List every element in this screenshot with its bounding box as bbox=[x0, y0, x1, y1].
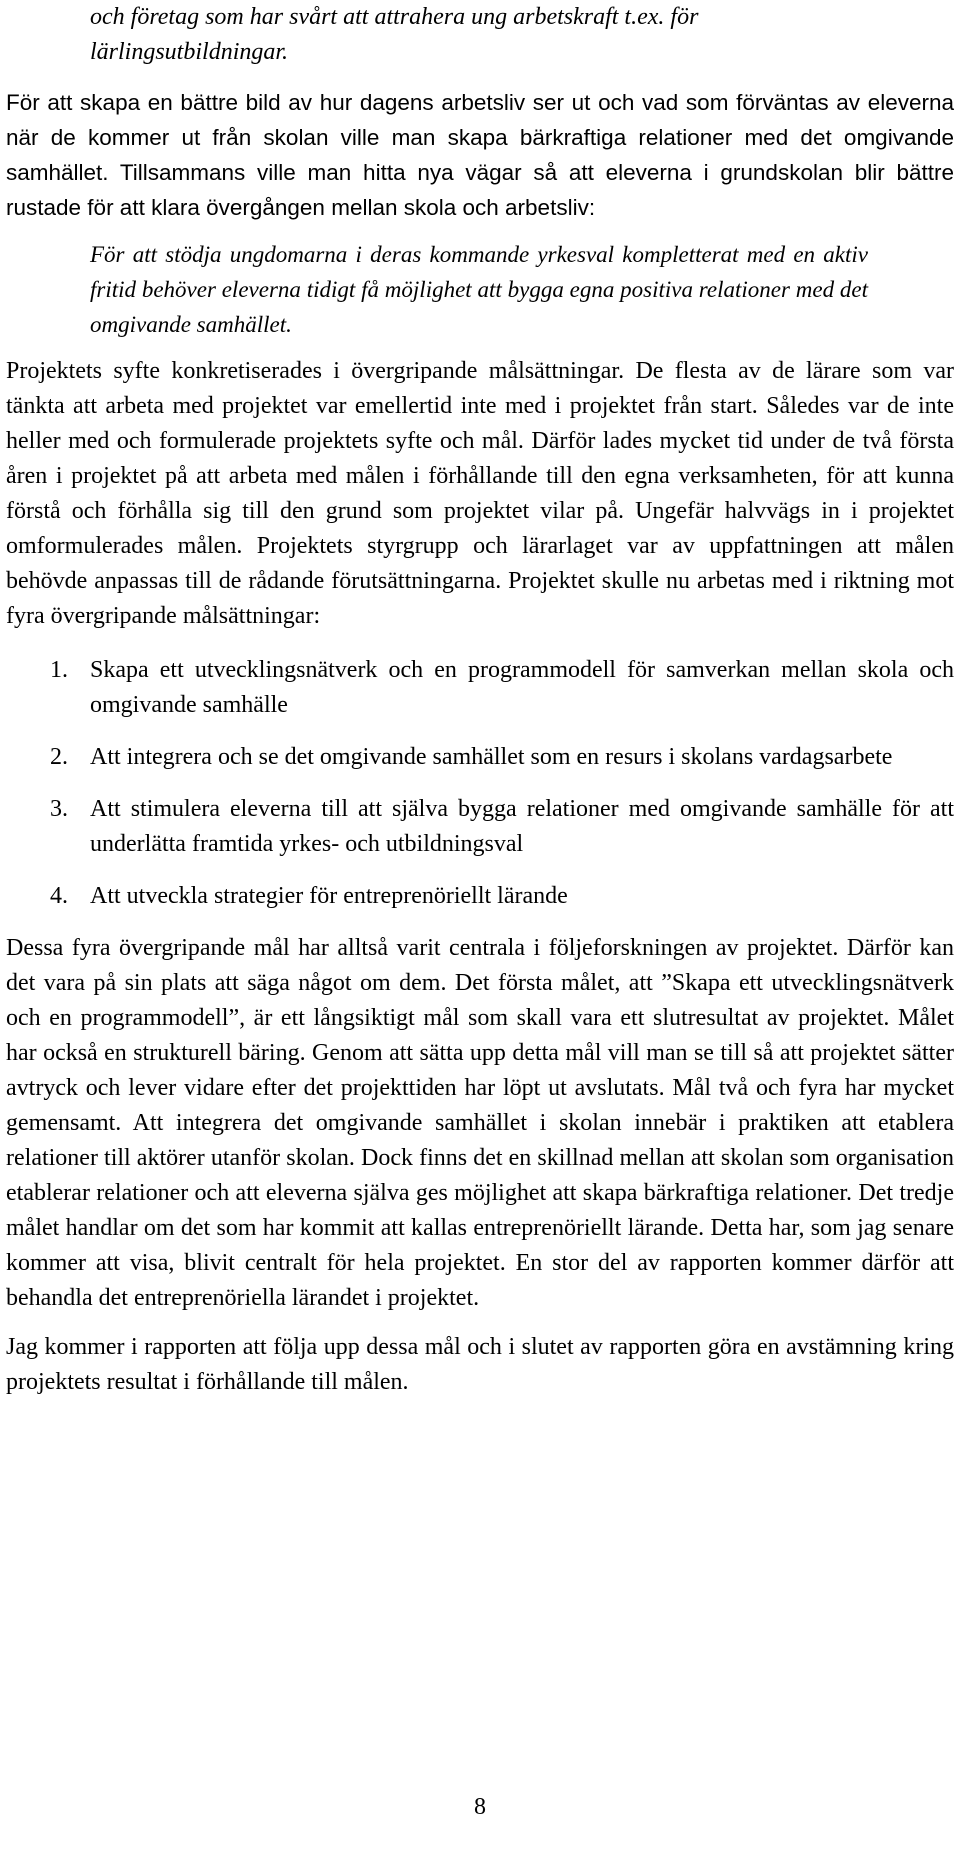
page-number: 8 bbox=[474, 1794, 486, 1820]
list-item-text: Att utveckla strategier för entreprenöriellt lärande bbox=[90, 883, 568, 909]
list-item-text: Skapa ett utvecklingsnätverk och en programmodell för samverkan mellan skola och omgivande samhälle bbox=[90, 657, 954, 718]
list-item-text: Att stimulera eleverna till att själva bygga relationer med omgivande samhälle för att underlätta framtida yrkes- och utbildningsval bbox=[90, 796, 954, 857]
list-item-number: 1. bbox=[50, 657, 68, 683]
list-item-number: 2. bbox=[50, 744, 68, 770]
paragraph-follow-up: Jag kommer i rapporten att följa upp dessa mål och i slutet av rapporten göra en avstämning kring projektets resultat i förhållande till målen. bbox=[6, 1334, 954, 1395]
block-quote: För att stödja ungdomarna i deras kommande yrkesval kompletterat med en aktiv fritid behöver eleverna tidigt få möjlighet att bygga egna positiva relationer med det omgivande samhället. bbox=[90, 242, 868, 337]
list-item bbox=[6, 740, 954, 775]
paragraph-purpose: För att skapa en bättre bild av hur dagens arbetsliv ser ut och vad som förväntas av eleverna när de kommer ut från skolan ville man skapa bärkraftiga relationer med det omgivande samhället. Tillsammans ville man hitta nya vägar så att eleverna i grundskolan blir bättre rustade för att klara övergången mellan skola och arbetsliv: bbox=[6, 90, 954, 220]
document-page bbox=[6, 0, 954, 1400]
paragraph-goals-intro: Projektets syfte konkretiserades i övergripande målsättningar. De flesta av de lärare som var tänkta att arbeta med projektet var emellertid inte med i projektet från start. Således var de inte heller med och formulerade projektets syfte och mål. Därför lades mycket tid under de två första åren i projektet på att arbeta med målen i förhållande till den egna verksamheten, för att kunna förstå och förhålla sig till den grund som projektet vilar på. Ungefär halvvägs in i projektet omformulerades målen. Projektets styrgrupp och lärarlaget var av uppfattningen att målen behövde anpassas till de rådande förutsättningarna. Projektet skulle nu arbetas med i riktning mot fyra övergripande målsättningar: bbox=[6, 358, 954, 629]
top-quote-continuation bbox=[90, 0, 868, 70]
list-item-number: 3. bbox=[50, 796, 68, 822]
paragraph-goals-discussion: Dessa fyra övergripande mål har alltså varit centrala i följeforskningen av projektet. Därför kan det vara på sin plats att säga något om dem. Det första målet, att ”Skapa ett utvecklingsnätverk och en programmodell”, är ett långsiktigt mål som skall vara ett slutresultat av projektet. Målet har också en strukturell bäring. Genom att sätta upp detta mål vill man se till så att projektet sätter avtryck och lever vidare efter det projekttiden har löpt ut avslutats. Mål två och fyra har mycket gemensamt. Att integrera det omgivande samhället i skolan innebär i praktiken att etablera relationer till aktörer utanför skolan. Dock finns det en skillnad mellan att skolan som organisation etablerar relationer och att eleverna själva ges möjlighet att skapa bärkraftiga relationer. Det tredje målet handlar om det som har kommit att kallas entreprenöriellt lärande. Detta har, som jag senare kommer att visa, blivit centralt för hela projektet. En stor del av rapporten kommer därför att behandla det entreprenöriella lärandet i projektet. bbox=[6, 935, 954, 1311]
list-item-number: 4. bbox=[50, 883, 68, 909]
list-item bbox=[6, 653, 954, 723]
top-quote-line-2: lärlingsutbildningar. bbox=[90, 39, 289, 65]
list-item-text: Att integrera och se det omgivande samhället som en resurs i skolans vardagsarbete bbox=[90, 744, 893, 770]
top-quote-line-1: och företag som har svårt att attrahera ung arbetskraft t.ex. för bbox=[90, 4, 699, 30]
goals-list bbox=[6, 653, 954, 914]
list-item bbox=[6, 879, 954, 914]
list-item bbox=[6, 792, 954, 862]
